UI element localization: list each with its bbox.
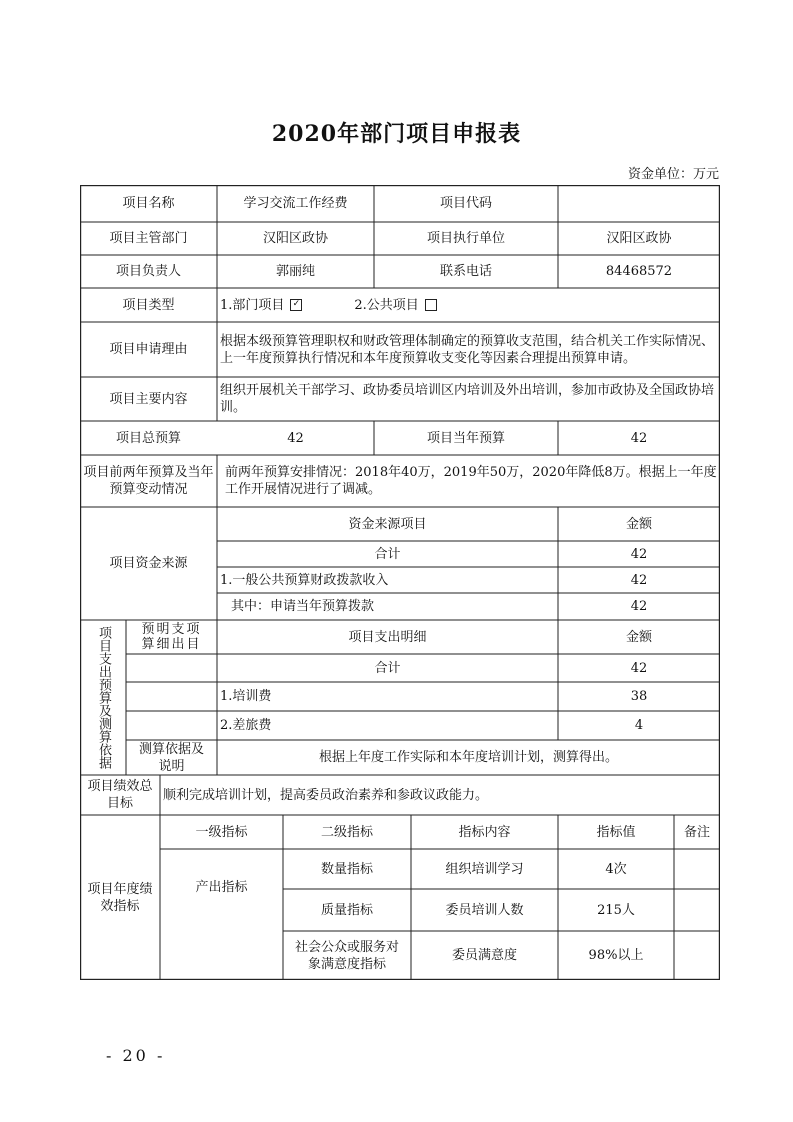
expense-row-training-amount: 38 [630,689,648,704]
year-budget-label: 项目当年预算 [426,430,505,446]
row-quantity-note [674,849,720,889]
row-quantity-value: 4次 [605,861,627,877]
expense-row-travel-amount: 4 [634,718,644,733]
expense-row-total: 合计 [374,660,401,676]
goal-value: 顺利完成培训计划，提高委员政治素养和参政议政能力。 [163,787,489,803]
funding-row-general-amount: 42 [630,572,648,588]
project-form-table [80,185,720,980]
funding-label: 项目资金来源 [109,556,188,571]
row-satisfaction-value: 98%以上 [588,948,644,963]
expense-row-travel: 2.差旅费 [220,718,272,733]
expense-label: 项目支出预算及测算依据 [96,626,111,769]
basis-label: 测算依据及说明 [138,741,204,774]
type-option-dept: 1.部门项目 [220,297,285,313]
expense-sub-label: 预明支项算细出目 [141,622,202,652]
basis-value: 根据上年度工作实际和本年度培训计划，测算得出。 [318,750,618,765]
currency-unit: 资金单位：万元 [627,167,719,182]
type-option-public: 2.公共项目 [354,297,419,313]
type-label: 项目类型 [122,297,175,313]
total-budget-value: 42 [287,430,304,446]
header-level2: 二级指标 [320,824,373,840]
page-number: - 20 - [106,1046,166,1065]
exec-unit-label: 项目执行单位 [426,231,505,246]
expense-row-training: 1.培训费 [220,689,272,704]
row-satisfaction-content: 委员满意度 [451,948,517,963]
expense-header-amount: 金额 [625,629,652,645]
exec-unit-value: 汉阳区政协 [606,231,672,246]
header-value: 指标值 [596,824,636,840]
level1-output: 产出指标 [195,880,248,895]
dept-value: 汉阳区政协 [262,231,328,246]
funding-header-amount: 金额 [625,516,652,532]
checkbox-checked-icon[interactable]: ✓ [290,299,302,311]
project-name-value: 学习交流工作经费 [243,196,348,211]
expense-row-total-amount: 42 [630,660,648,676]
goal-label: 项目绩效总目标 [87,779,153,811]
page-title: 2020年部门项目申报表 [271,121,522,147]
indicators-label: 项目年度绩效指标 [87,881,153,914]
type-options [217,288,720,322]
project-name-label: 项目名称 [122,196,175,211]
funding-row-general: 1.一般公共预算财政拨款收入 [220,572,389,588]
row-quality-value: 215人 [597,902,635,918]
row-quantity-level2: 数量指标 [320,861,373,877]
funding-header-item: 资金来源项目 [348,516,427,532]
project-code-label: 项目代码 [439,196,492,211]
funding-row-current: 其中：申请当年预算拨款 [231,599,375,614]
phone-value: 84468572 [605,264,673,279]
leader-value: 郭丽纯 [275,264,315,279]
phone-label: 联系电话 [439,264,492,279]
reason-value: 根据本级预算管理职权和财政管理体制确定的预算收支范围，结合机关工作实际情况、上一年度预算执行情况和本年度预算收支变化等因素合理提出预算申请。 [220,333,715,366]
funding-row-total-amount: 42 [630,546,648,562]
row-satisfaction-note [674,931,720,980]
row-quantity-content: 组织培训学习 [445,861,524,877]
funding-row-total: 合计 [374,546,401,562]
reason-label: 项目申请理由 [109,342,188,357]
project-code-value [558,185,720,222]
dept-label: 项目主管部门 [109,231,188,246]
leader-label: 项目负责人 [115,264,181,279]
row-quality-level2: 质量指标 [320,902,373,918]
header-note: 备注 [683,824,710,840]
funding-row-current-amount: 42 [630,599,648,614]
expense-header-item: 项目支出明细 [348,629,427,645]
header-content: 指标内容 [458,824,511,840]
row-satisfaction-level2: 社会公众或服务对象满意度指标 [294,939,399,972]
budget-change-value: 前两年预算安排情况：2018年40万，2019年50万，2020年降低8万。根据上一年度工作开展情况进行了调减。 [225,465,717,497]
total-budget-label: 项目总预算 [115,430,181,446]
header-level1: 一级指标 [195,824,248,840]
row-quality-content: 委员培训人数 [445,902,524,918]
content-value: 组织开展机关干部学习、政协委员培训区内培训及外出培训，参加市政协及全国政协培训。 [220,383,715,415]
content-label: 项目主要内容 [109,391,188,407]
budget-change-label: 项目前两年预算及当年预算变动情况 [83,465,214,497]
checkbox-empty-icon[interactable] [425,299,437,311]
year-budget-value: 42 [630,430,648,446]
row-quality-note [674,889,720,931]
